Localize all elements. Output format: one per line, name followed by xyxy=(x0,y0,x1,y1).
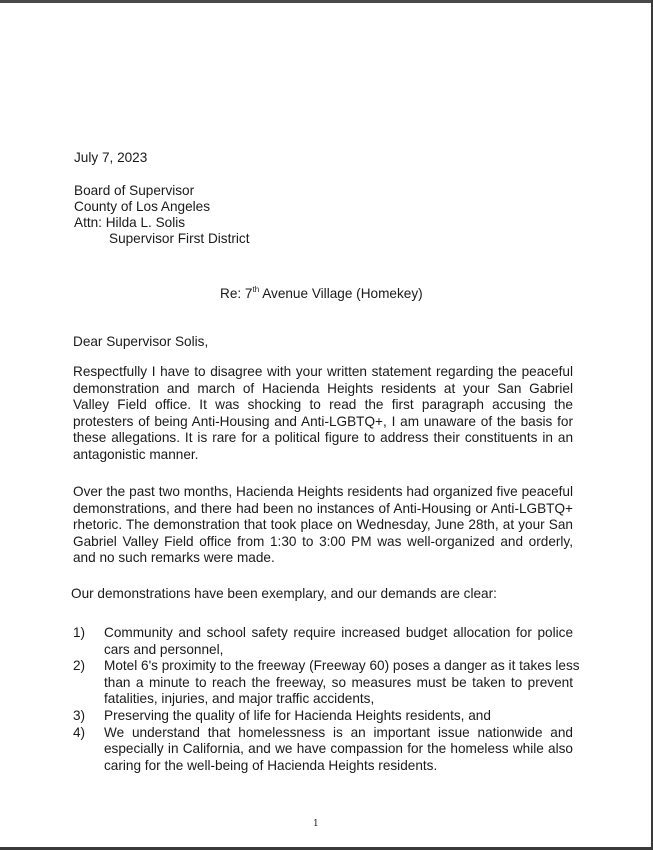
paragraph-line: Gabriel Valley Field office from 1:30 to 3:00 PM was well-organized and orderly, xyxy=(73,533,573,549)
demands-list xyxy=(73,625,580,774)
demand-item-3 xyxy=(73,708,573,725)
paragraph-line: and no such remarks were made. xyxy=(73,550,275,566)
demand-line: than a minute to reach the freeway, so measures must be taken to prevent xyxy=(104,674,573,690)
paragraph-line: Valley Field office. It was shocking to read the first paragraph accusing the xyxy=(73,397,573,413)
demand-line: caring for the well-being of Hacienda Heights residents. xyxy=(104,757,438,773)
recipient-line-4: Supervisor First District xyxy=(109,231,250,246)
recipient-line-1: Board of Supervisor xyxy=(74,183,195,198)
demand-item-4 xyxy=(73,725,573,775)
subject-line xyxy=(220,286,423,302)
salutation: Dear Supervisor Solis, xyxy=(73,334,209,349)
paragraph-line: Respectfully I have to disagree with your written statement regarding the peaceful xyxy=(73,364,573,379)
paragraph-3: Our demonstrations have been exemplary, and our demands are clear: xyxy=(71,586,497,601)
paragraph-line: demonstrations, and there had been no instances of Anti-Housing or Anti-LGBTQ+ xyxy=(73,500,573,516)
demand-line: Community and school safety require increased budget allocation for police xyxy=(104,625,573,640)
paragraph-line: Over the past two months, Hacienda Heights residents had organized five peaceful xyxy=(73,484,573,499)
paragraph-line: antagonistic manner. xyxy=(73,446,199,462)
paragraph-line: rhetoric. The demonstration that took place on Wednesday, June 28th, at your San xyxy=(73,517,573,533)
demand-line: Preserving the quality of life for Hacienda Heights residents, and xyxy=(104,707,491,723)
subject-suffix: Avenue Village (Homekey) xyxy=(259,286,423,301)
demand-line: fatalities, injuries, and major traffic accidents, xyxy=(104,691,375,707)
letter-page xyxy=(0,3,651,847)
demand-line: Motel 6's proximity to the freeway (Freeway 60) poses a danger as it takes less xyxy=(104,658,580,674)
demand-number: 1) xyxy=(73,625,86,640)
letter-date: July 7, 2023 xyxy=(74,150,148,165)
paragraph-2 xyxy=(73,484,573,567)
paragraph-line: these allegations. It is rare for a political figure to address their constituents in an xyxy=(73,430,573,446)
demand-number: 2) xyxy=(73,658,86,674)
recipient-line-2: County of Los Angeles xyxy=(74,199,211,214)
demand-number: 3) xyxy=(73,707,86,723)
recipient-line-3: Attn: Hilda L. Solis xyxy=(74,215,186,230)
demand-line: especially in California, and we have compassion for the homeless while also xyxy=(104,741,573,757)
paragraph-1 xyxy=(73,364,573,464)
page-number: 1 xyxy=(313,819,319,829)
demand-number: 4) xyxy=(73,724,86,740)
subject-superscript: th xyxy=(252,285,260,294)
demand-item-2 xyxy=(73,658,580,708)
paragraph-line: demonstration and march of Hacienda Heights residents at your San Gabriel xyxy=(73,380,573,396)
subject-prefix: Re: 7 xyxy=(220,286,253,301)
demand-item-1 xyxy=(73,625,573,658)
paragraph-line: protesters of being Anti-Housing and Anti-LGBTQ+, I am unaware of the basis for xyxy=(73,413,573,429)
demand-line: We understand that homelessness is an important issue nationwide and xyxy=(104,724,573,740)
demand-line: cars and personnel, xyxy=(104,641,224,657)
